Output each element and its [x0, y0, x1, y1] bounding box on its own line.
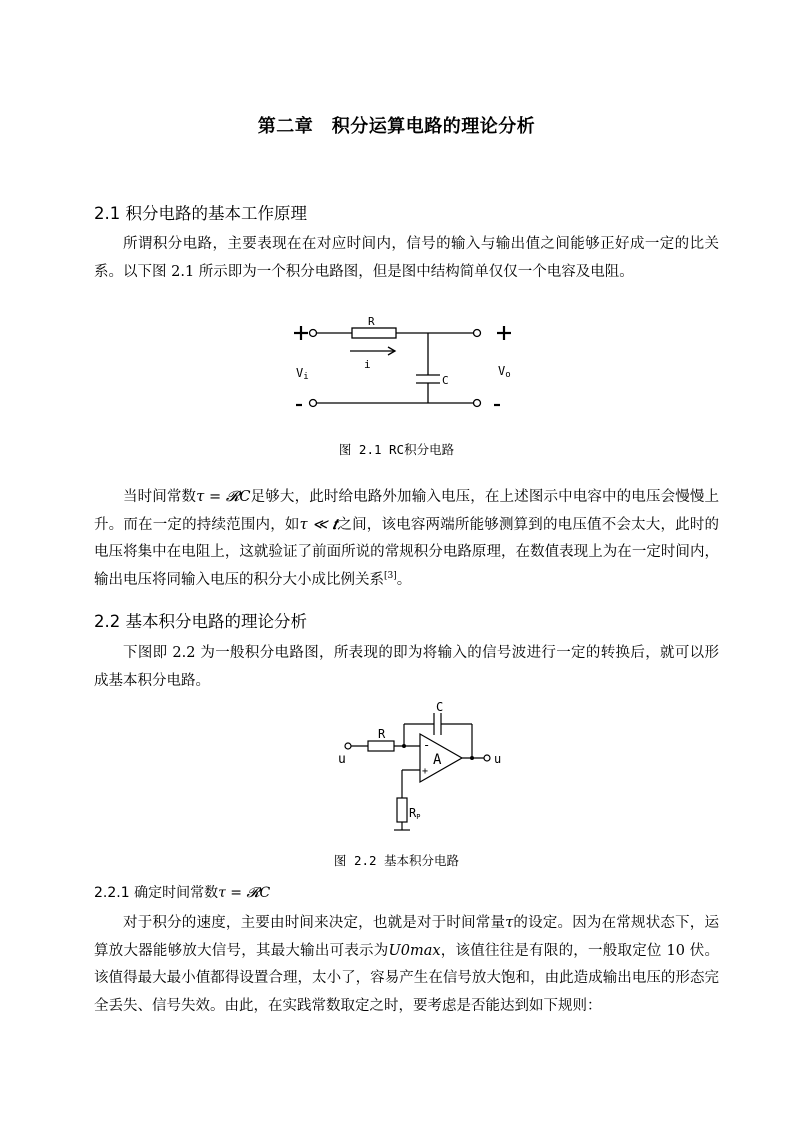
- tau-formula: τ = 𝓡𝐶: [196, 489, 251, 505]
- fig2-inverting-label: -: [423, 738, 431, 752]
- subsection-heading-2-2-1: 2.2.1 确定时间常数τ = 𝓡𝐶: [94, 885, 271, 901]
- u0max-formula: 𝑈0𝑚𝑎𝑥: [388, 942, 441, 959]
- fig1-resistor-label: R: [368, 315, 375, 328]
- subsection-paragraph: 对于积分的速度，主要由时间来决定，也就是对于时间常量τ的设定。因为在常规状态下，运算放大器能够放大信号，其最大输出可表示为𝑈0𝑚𝑎𝑥，该值往往是有限的，一般取定位 10 伏。该值得最大最小值都得设置合理，太小了，容易产生在信号放大饱和，由此造成输出电压的形态完全丢失、信号失效。由此，在实践常数取定之时，要考虑是否能达到如下规则：: [94, 915, 720, 1014]
- section-2-1-paragraph: 所谓积分电路，主要表现在在对应时间内，信号的输入与输出值之间能够正好成一定的比关系。以下图 2.1 所示即为一个积分电路图，但是图中结构简单仅仅一个电容及电阻。: [94, 236, 719, 280]
- section-heading-2-2: 2.2 基本积分电路的理论分析: [94, 612, 307, 631]
- fig1-current-label: i: [364, 358, 371, 371]
- time-constant-paragraph: 当时间常数τ = 𝓡𝐶足够大，此时给电路外加输入电压，在上述图示中电容中的电压会慢慢上升。而在一定的持续范围内，如τ ≪ 𝒕之间，该电容两端所能够测算到的电压值不会太大，此时的电压将集中在电阻上，这就验证了前面所说的常规积分电路原理，在数值表现上为在一定时间内，输出电压将同输入电压的积分大小成比例关系[3]。: [94, 489, 719, 588]
- fig1-capacitor-label: C: [442, 374, 449, 387]
- fig2-noninverting-label: +: [422, 766, 429, 777]
- section-heading-2-1: 2.1 积分电路的基本工作原理: [94, 204, 307, 223]
- fig2-capacitor-label: C: [436, 700, 444, 714]
- chapter-title: 第二章 积分运算电路的理论分析: [257, 116, 536, 137]
- fig2-input-label: u: [338, 752, 346, 767]
- rc-integrator-circuit-diagram: [280, 310, 540, 420]
- fig1-vout-label: Vo: [498, 364, 511, 380]
- fig1-vin-label: Vi: [296, 366, 309, 382]
- fig2-resistor-label: R: [378, 727, 386, 741]
- figure-2-1-caption: 图 2.1 RC积分电路: [338, 442, 455, 457]
- figure-2-2-caption: 图 2.2 基本积分电路: [333, 853, 460, 868]
- fig2-output-label: u: [494, 752, 502, 766]
- opamp-integrator-circuit-diagram: [330, 700, 520, 840]
- fig2-rp-label: RP: [409, 806, 421, 821]
- tau-condition: τ ≪ 𝒕: [299, 516, 338, 533]
- section-2-2-paragraph: 下图即 2.2 为一般积分电路图，所表现的即为将输入的信号波进行一定的转换后，就可以形成基本积分电路。: [94, 645, 719, 689]
- citation: [3]: [384, 570, 397, 581]
- fig2-amp-label: A: [433, 752, 442, 768]
